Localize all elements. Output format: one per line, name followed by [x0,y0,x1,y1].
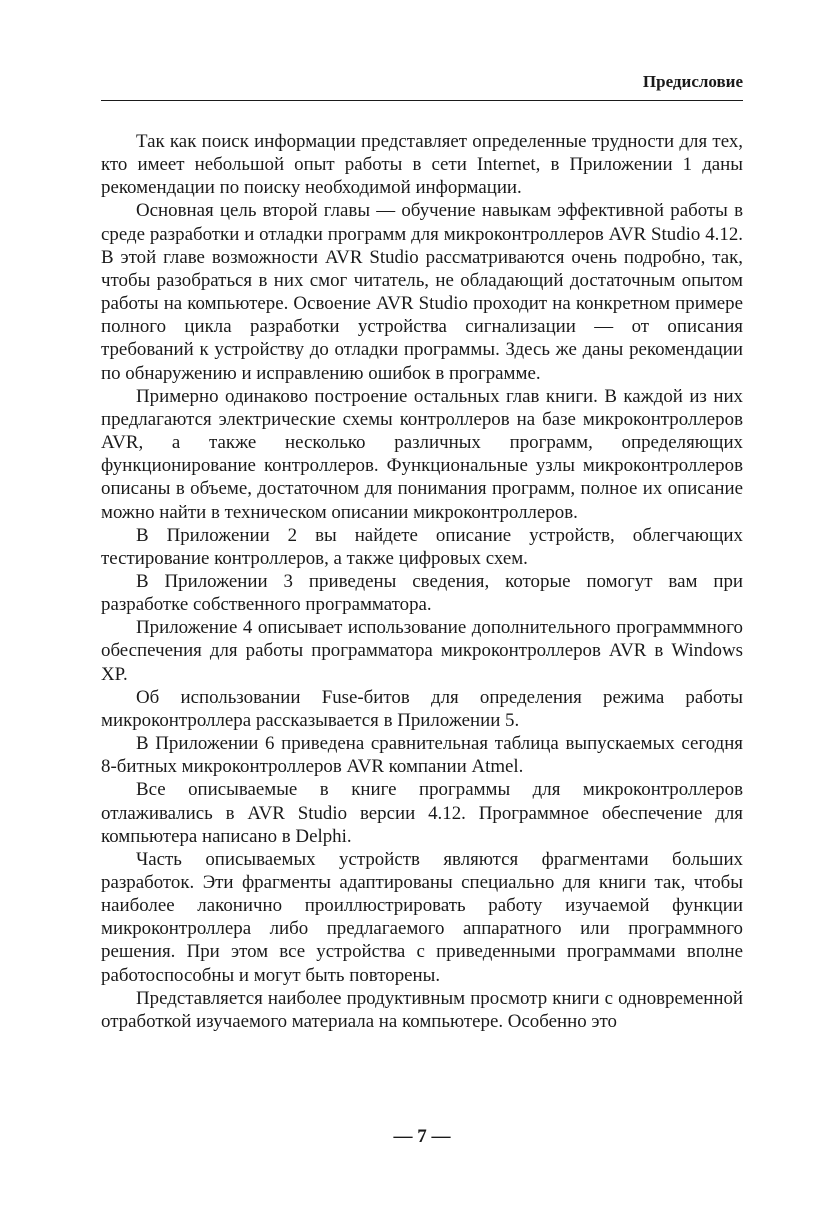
paragraph: Об использовании Fuse-битов для определения режима работы микроконтроллера рассказывается в Приложении 5. [101,686,743,731]
running-head-title: Предисловие [642,72,743,91]
paragraph: В Приложении 6 приведена сравнительная таблица выпускаемых сегодня 8-битных микроконтроллеров AVR компании Atmel. [101,733,743,778]
paragraph: В Приложении 3 приведены сведения, которые помогут вам при разработке собственного программатора. [101,570,743,616]
paragraph: Приложение 4 описывает использование дополнительного программмного обеспечения для работы программатора микроконтроллеров AVR в Windows XP. [101,617,743,685]
paragraph: Часть описываемых устройств являются фрагментами больших разработок. Эти фрагменты адаптированы специально для книги так, чтобы наиболее лаконично проиллюстрировать работу изучаемой функции микроконтроллера либо предлагаемого аппаратного или программного решения. При этом все устройства с приведенными программами вполне работоспособны и могут быть повторены. [101,848,743,986]
paragraph: Примерно одинаково построение остальных глав книги. В каждой из них предлагаются электрические схемы контроллеров на базе микроконтроллеров AVR, а также несколько различных программ, определяющих функционирование контроллеров. Функциональные узлы микроконтроллеров описаны в объеме, достаточном для понимания программ, полное их описание можно найти в техническом описании микроконтроллеров. [101,385,743,523]
paragraph: Так как поиск информации представляет определенные трудности для тех, кто имеет небольшой опыт работы в сети Internet, в Приложении 1 даны рекомендации по поиску необходимой информации. [101,131,743,199]
page-number: — 7 — [393,1126,451,1147]
paragraph: Все описываемые в книге программы для микроконтроллеров отлаживались в AVR Studio версии 4.12. Программное обеспечение для компьютера написано в Delphi. [101,779,743,847]
header-rule [101,100,743,101]
paragraph: В Приложении 2 вы найдете описание устройств, облегчающих тестирование контроллеров, а также цифровых схем. [101,524,743,569]
paragraph: Представляется наиболее продуктивным просмотр книги с одновременной отработкой изучаемого материала на компьютере. Особенно это [101,987,743,1032]
paragraph: Основная цель второй главы — обучение навыкам эффективной работы в среде разработки и отладки программ для микроконтроллеров AVR Studio 4.12. В этой главе возможности AVR Studio рассматриваются очень подробно, так, чтобы разобраться в них смог читатель, не обладающий достаточным опытом работы на компьютере. Освоение AVR Studio проходит на конкретном примере полного цикла разработки устройства сигнализации — от описания требований к устройству до отладки программы. Здесь же даны рекомендации по обнаружению и исправлению ошибок в программе. [101,200,743,384]
body-text [101,130,743,1033]
